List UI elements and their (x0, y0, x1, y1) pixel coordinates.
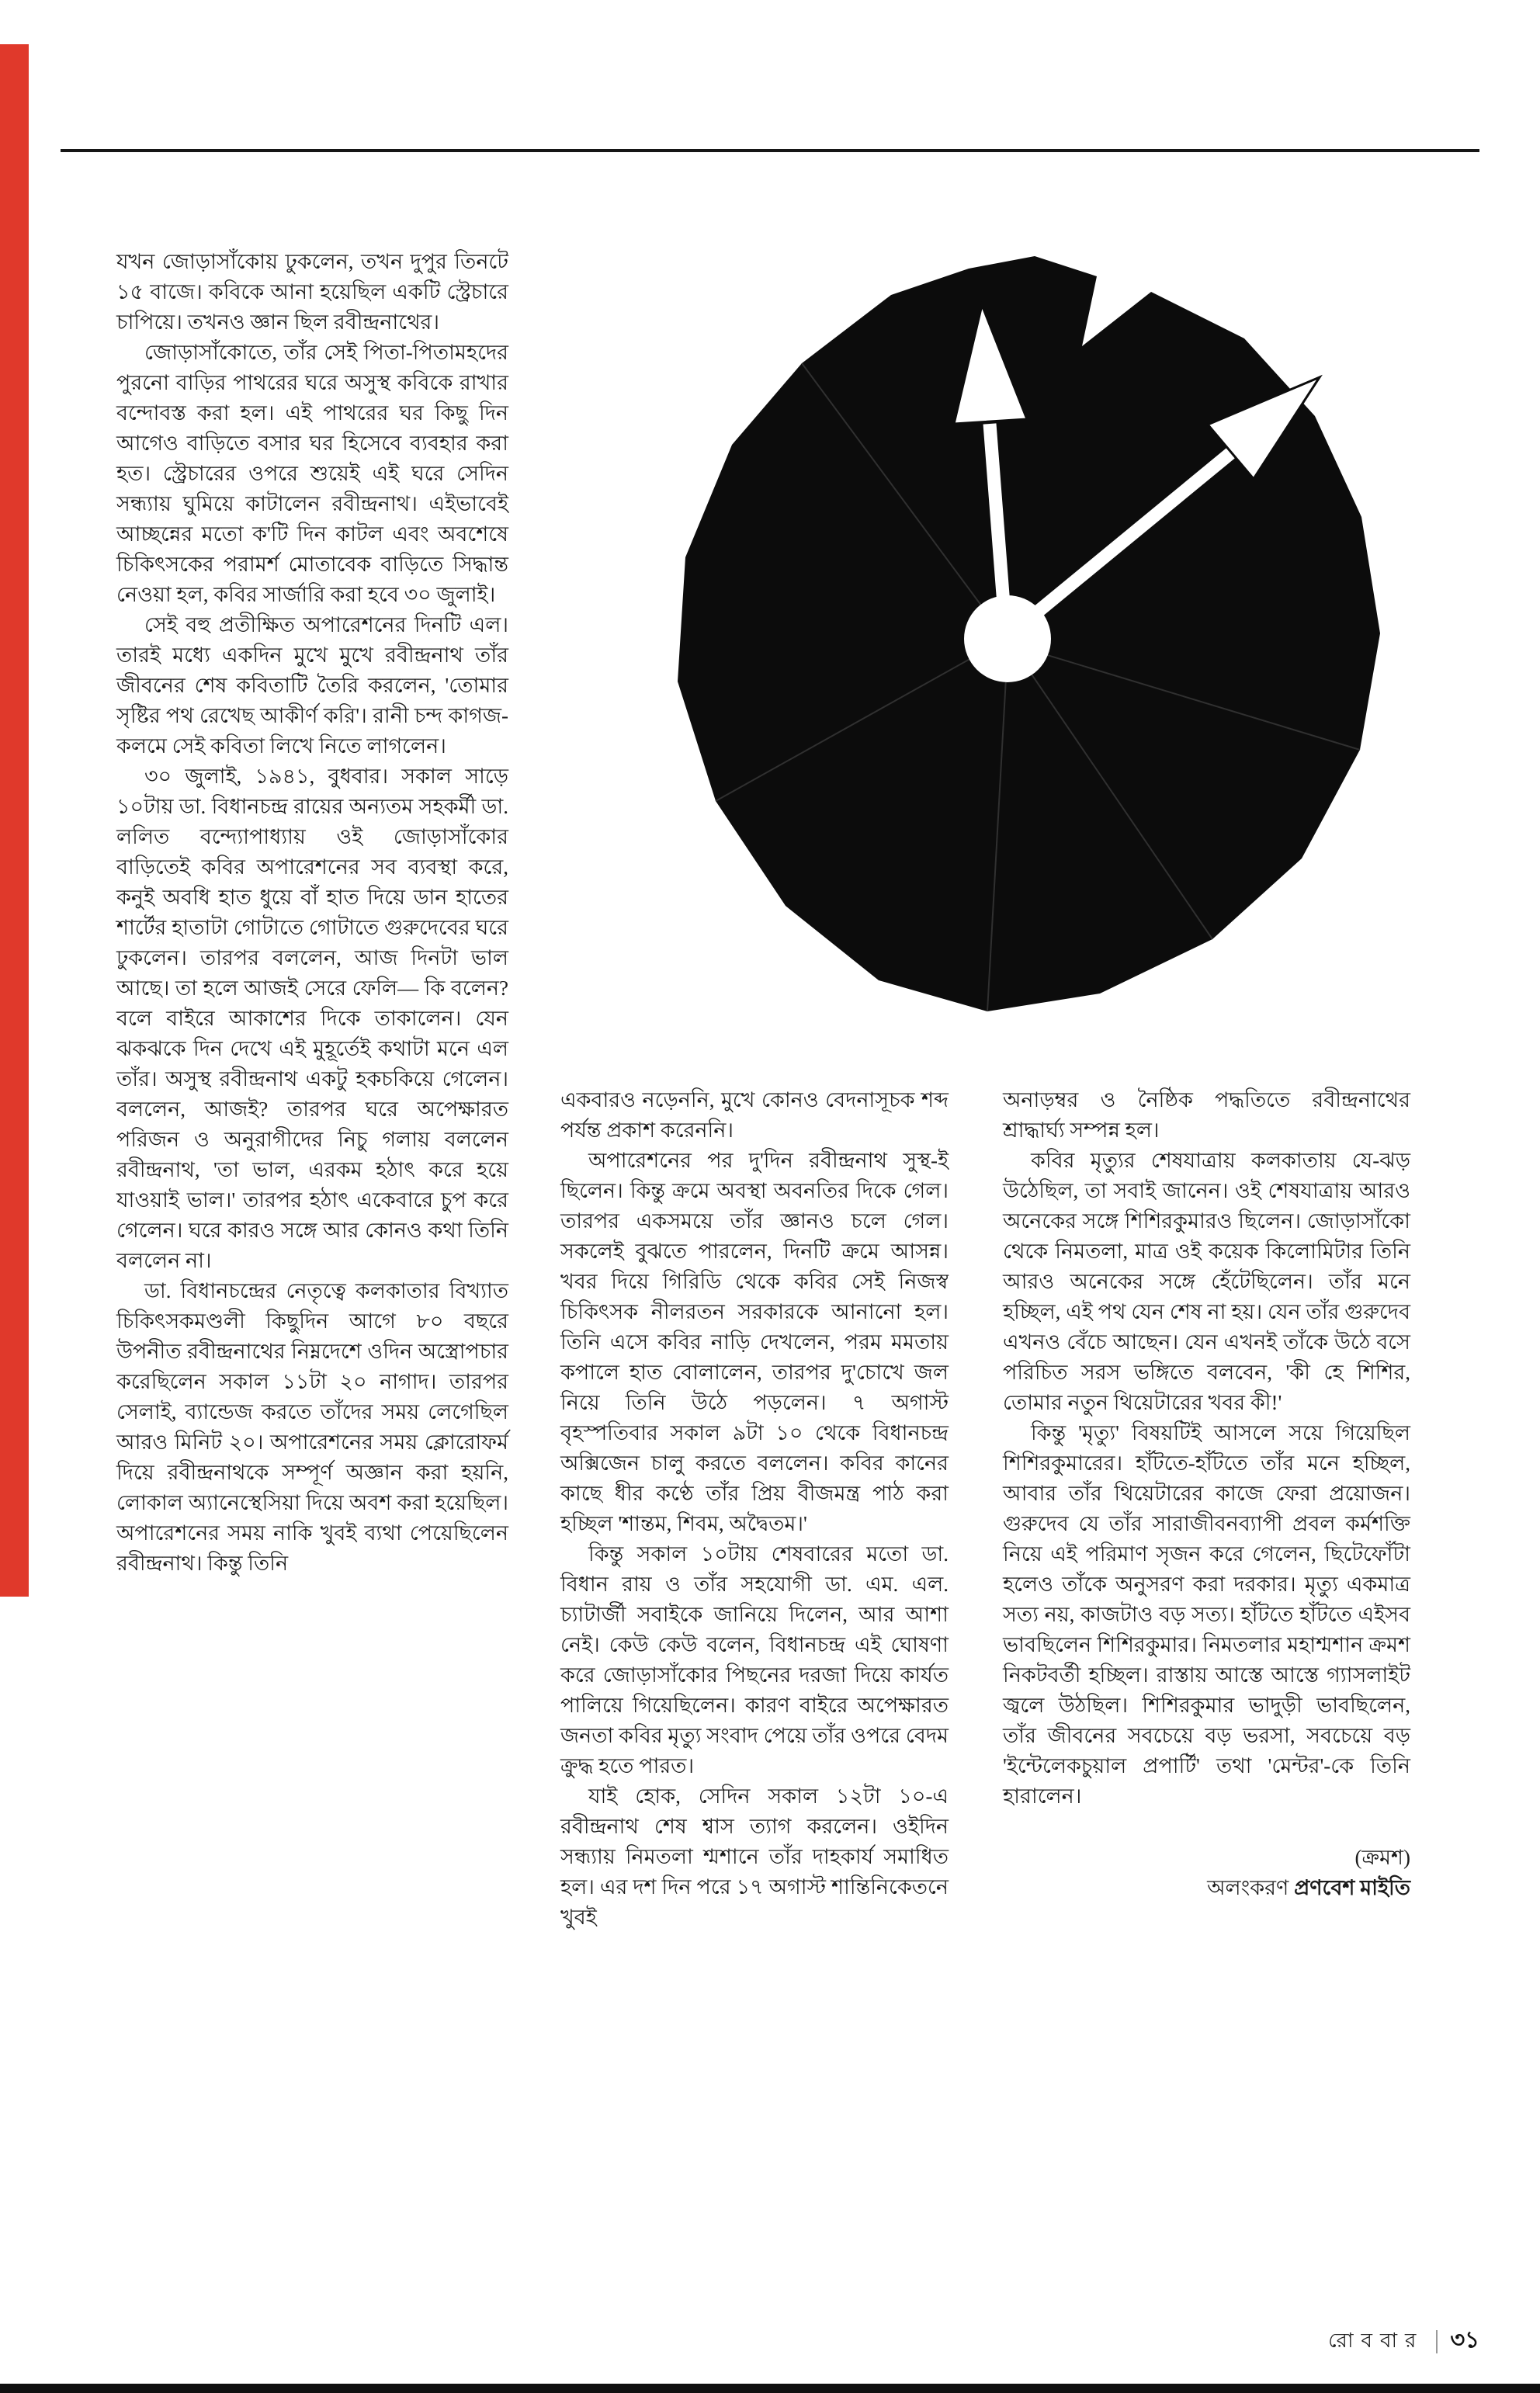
illustration-credit (1003, 1873, 1410, 1903)
paragraph: ৩০ জুলাই, ১৯৪১, বুধবার। সকাল সাড়ে ১০টায় ডা. বিধানচন্দ্র রায়ের অন্যতম সহকর্মী ডা. ললিত বন্দ্যোপাধ্যায় ওই জোড়াসাঁকোর বাড়িতেই কবির অপারেশনের সব ব্যবস্থা করে, কনুই অবধি হাত ধুয়ে বাঁ হাত দিয়ে ডান হাতের শার্টের হাতাটা গোটাতে গোটাতে গুরুদেবের ঘরে ঢুকলেন। তারপর বললেন, আজ দিনটা ভাল আছে। তা হলে আজই সেরে ফেলি— কি বলেন? বলে বাইরে আকাশের দিকে তাকালেন। যেন ঝকঝকে দিন দেখে এই মুহূর্তেই কথাটা মনে এল তাঁর। অসুস্থ রবীন্দ্রনাথ একটু হকচকিয়ে গেলেন। বললেন, আজই? তারপর ঘরে অপেক্ষারত পরিজন ও অনুরাগীদের নিচু গলায় বললেন রবীন্দ্রনাথ, 'তা ভাল, এরকম হঠাৎ করে হয়ে যাওয়াই ভাল।' তারপর হঠাৎ একেবারে চুপ করে গেলেন। ঘরে কারও সঙ্গে আর কোনও কথা তিনি বললেন না। (116, 765, 508, 1272)
clock-umbrella-illustration (643, 247, 1400, 1035)
footer-divider (1436, 2330, 1438, 2353)
paragraph: একবারও নড়েননি, মুখে কোনও বেদনাসূচক শব্দ পর্যন্ত প্রকাশ করেননি। (560, 1088, 949, 1142)
article-column-1 (116, 247, 508, 1579)
paragraph: অনাড়ম্বর ও নৈষ্ঠিক পদ্ধতিতে রবীন্দ্রনাথের শ্রাদ্ধার্ঘ্য সম্পন্ন হল। (1003, 1088, 1410, 1142)
article-column-2 (560, 1085, 949, 1933)
paragraph: জোড়াসাঁকোতে, তাঁর সেই পিতা-পিতামহদের পুরনো বাড়ির পাথরের ঘরে অসুস্থ কবিকে রাখার বন্দোবস্ত করা হল। এই পাথরের ঘর কিছু দিন আগেও বাড়িতে বসার ঘর হিসেবে ব্যবহার করা হত। স্ট্রেচারের ওপরে শুয়েই এই ঘরে সেদিন সন্ধ্যায় ঘুমিয়ে কাটালেন রবীন্দ্রনাথ। এইভাবেই আচ্ছন্নের মতো ক'টি দিন কাটল এবং অবশেষে চিকিৎসকের পরামর্শ মোতাবেক বাড়িতে সিদ্ধান্ত নেওয়া হল, কবির সার্জারি করা হবে ৩০ জুলাই। (116, 341, 508, 606)
paragraph: যাই হোক, সেদিন সকাল ১২টা ১০-এ রবীন্দ্রনাথ শেষ শ্বাস ত্যাগ করলেন। ওইদিন সন্ধ্যায় নিমতলা শ্মশানে তাঁর দাহকার্য সমাধিত হল। এর দশ দিন পরে ১৭ অগাস্ট শান্তিনিকেতনে খুবই (560, 1784, 949, 1929)
paragraph: ডা. বিধানচন্দ্রের নেতৃত্বে কলকাতার বিখ্যাত চিকিৎসকমণ্ডলী কিছুদিন আগে ৮০ বছরে উপনীত রবীন্দ্রনাথের নিম্নদেশে ওদিন অস্ত্রোপচার করেছিলেন সকাল ১১টা ২০ নাগাদ। তারপর সেলাই, ব্যান্ডেজ করতে তাঁদের সময় লেগেছিল আরও মিনিট ২০। অপারেশনের সময় ক্লোরোফর্ম দিয়ে রবীন্দ্রনাথকে সম্পূর্ণ অজ্ঞান করা হয়নি, লোকাল অ্যানেস্থেসিয়া দিয়ে অবশ করা হয়েছিল। অপারেশনের সময় নাকি খুবই ব্যথা পেয়েছিলেন রবীন্দ্রনাথ। কিন্তু তিনি (116, 1279, 508, 1575)
paragraph: কিন্তু সকাল ১০টায় শেষবারের মতো ডা. বিধান রায় ও তাঁর সহযোগী ডা. এম. এল. চ্যাটার্জী সবাইকে জানিয়ে দিলেন, আর আশা নেই। কেউ কেউ বলেন, বিধানচন্দ্র এই ঘোষণা করে জোড়াসাঁকোর পিছনের দরজা দিয়ে কার্যত পালিয়ে গিয়েছিলেন। কারণ বাইরে অপেক্ষারত জনতা কবির মৃত্যু সংবাদ পেয়ে তাঁর ওপরে বেদম ক্রুদ্ধ হতে পারত। (560, 1542, 949, 1777)
paragraph: অপারেশনের পর দু'দিন রবীন্দ্রনাথ সুস্থ-ই ছিলেন। কিন্তু ক্রমে অবস্থা অবনতির দিকে গেল। তারপর একসময়ে তাঁর জ্ঞানও চলে গেল। সকলেই বুঝতে পারলেন, দিনটি ক্রমে আসন্ন। খবর দিয়ে গিরিডি থেকে কবির সেই নিজস্ব চিকিৎসক নীলরতন সরকারকে আনানো হল। তিনি এসে কবির নাড়ি দেখলেন, পরম মমতায় কপালে হাত বোলালেন, তারপর দু'চোখে জল নিয়ে তিনি উঠে পড়লেন। ৭ অগাস্ট বৃহস্পতিবার সকাল ৯টা ১০ থেকে বিধানচন্দ্র অক্সিজেন চালু করতে বললেন। কবির কানের কাছে ধীর কণ্ঠে তাঁর প্রিয় বীজমন্ত্র পাঠ করা হচ্ছিল 'শান্তম, শিবম, অদ্বৈতম।' (560, 1149, 949, 1535)
top-rule (61, 149, 1479, 152)
magazine-name: রোববার (1328, 2329, 1424, 2352)
paragraph: যখন জোড়াসাঁকোয় ঢুকলেন, তখন দুপুর তিনটে ১৫ বাজে। কবিকে আনা হয়েছিল একটি স্ট্রেচারে চাপিয়ে। তখনও জ্ঞান ছিল রবীন্দ্রনাথের। (116, 250, 508, 334)
illustrator-name: প্রণবেশ মাইতি (1294, 1876, 1410, 1899)
page-footer (1328, 2322, 1479, 2360)
illustration-credit-label: অলংকরণ (1207, 1876, 1295, 1899)
paragraph: কিন্তু 'মৃত্যু' বিষয়টিই আসলে সয়ে গিয়েছিল শিশিরকুমারের। হাঁটতে-হাঁটতে তাঁর মনে হচ্ছিল, আবার তাঁর থিয়েটারের কাজে ফেরা প্রয়োজন। গুরুদেব যে তাঁর সারাজীবনব্যাপী প্রবল কর্মশক্তি নিয়ে এই পরিমাণ সৃজন করে গেলেন, ছিটেফোঁটা হলেও তাঁকে অনুসরণ করা দরকার। মৃত্যু একমাত্র সত্য নয়, কাজটাও বড় সত্য। হাঁটতে হাঁটতে এইসব ভাবছিলেন শিশিরকুমার। নিমতলার মহাশ্মশান ক্রমশ নিকটবর্তী হচ্ছিল। রাস্তায় আস্তে আস্তে গ্যাসলাইট জ্বলে উঠছিল। শিশিরকুমার ভাদুড়ী ভাবছিলেন, তাঁর জীবনের সবচেয়ে বড় ভরসা, সবচেয়ে বড় 'ইন্টেলেকচুয়াল প্রপার্টি' তথা 'মেন্টর'-কে তিনি হারালেন। (1003, 1421, 1410, 1808)
paragraph: সেই বহু প্রতীক্ষিত অপারেশনের দিনটি এল। তারই মধ্যে একদিন মুখে মুখে রবীন্দ্রনাথ তাঁর জীবনের শেষ কবিতাটি তৈরি করলেন, 'তোমার সৃষ্টির পথ রেখেছ আকীর্ণ করি'। রানী চন্দ কাগজ-কলমে সেই কবিতা লিখে নিতে লাগলেন। (116, 613, 508, 758)
clock-hands-icon (643, 247, 1400, 1035)
bottom-edge-bar (0, 2384, 1540, 2393)
article-column-3 (1003, 1085, 1410, 1903)
paragraph: কবির মৃত্যুর শেষযাত্রায় কলকাতায় যে-ঝড় উঠেছিল, তা সবাই জানেন। ওই শেষযাত্রায় আরও অনেকের সঙ্গে শিশিরকুমারও ছিলেন। জোড়াসাঁকো থেকে নিমতলা, মাত্র ওই কয়েক কিলোমিটার তিনি আরও অনেকের সঙ্গে হেঁটেছিলেন। তাঁর মনে হচ্ছিল, এই পথ যেন শেষ না হয়। যেন তাঁর গুরুদেব এখনও বেঁচে আছেন। যেন এখনই তাঁকে উঠে বসে পরিচিত সরস ভঙ্গিতে বলবেন, 'কী হে শিশির, তোমার নতুন থিয়েটারের খবর কী!' (1003, 1149, 1410, 1414)
continuation-marker: (ক্রমশ) (1354, 1846, 1410, 1869)
page-number: ৩১ (1450, 2328, 1479, 2353)
section-color-stripe (0, 44, 29, 1597)
